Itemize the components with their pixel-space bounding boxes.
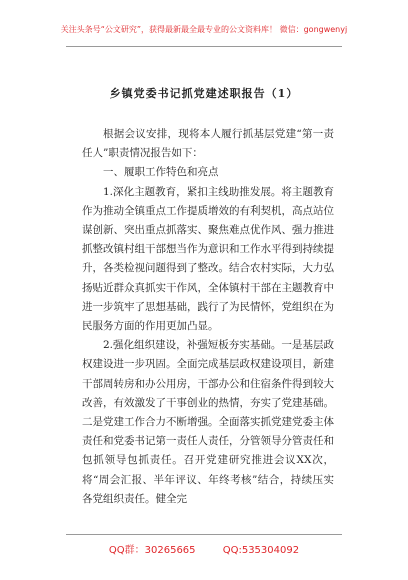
footer-qq: QQ:535304092: [222, 545, 300, 556]
header-divider: [66, 46, 342, 47]
footer-divider: [66, 534, 342, 535]
document-title: 乡镇党委书记抓党建述职报告（1）: [109, 87, 299, 100]
document-body: [82, 125, 334, 509]
paragraph-item-1: 1.深化主题教育，紧扣主线助推发展。将主题教育作为推动全镇重点工作提质增效的有利契机，高点站位谋创新、突出重点抓落实、聚焦难点优作风、强力推进抓整改镇村组干部想当作为意识和工作水平得到持续提升，各类检视问题得到了整改。结合农村实际，大力弘扬贴近群众真抓实干作风，全体镇村干部在主题教育中进一步筑牢了思想基础，践行了为民情怀，党组织在为民服务方面的作用更加凸显。: [82, 185, 334, 333]
page-footer: [0, 541, 408, 556]
paragraph-intro: 根据会议安排，现将本人履行抓基层党建“第一责任人”职责情况报告如下：: [82, 128, 334, 160]
section-heading: 一、履职工作特色和亮点: [103, 166, 219, 179]
page-header: [0, 0, 408, 56]
footer-qq-group: QQ群：30265665: [108, 545, 196, 556]
paragraph-item-2: 2.强化组织建设，补强短板夯实基础。一是基层政权建设进一步巩固。全面完成基层政权建设项目，新建干部周转房和办公用房，干部办公和住宿条件得到较大改善，有效激发了干事创业的热情，夯实了党建基础。二是党建工作合力不断增强。全面落实抓党建党委主体责任和党委书记第一责任人责任，分管领导分管责任和包抓领导包抓责任。召开党建研究推进会议XX次，将“周会汇报、半年评议、年终考核”结合，持续压实各党组织责任。健全完: [82, 339, 334, 505]
header-promo-text: 关注头条号“公文研究”，获得最新最全最专业的公文资料库！ 微信：gongwenyj: [60, 25, 348, 34]
